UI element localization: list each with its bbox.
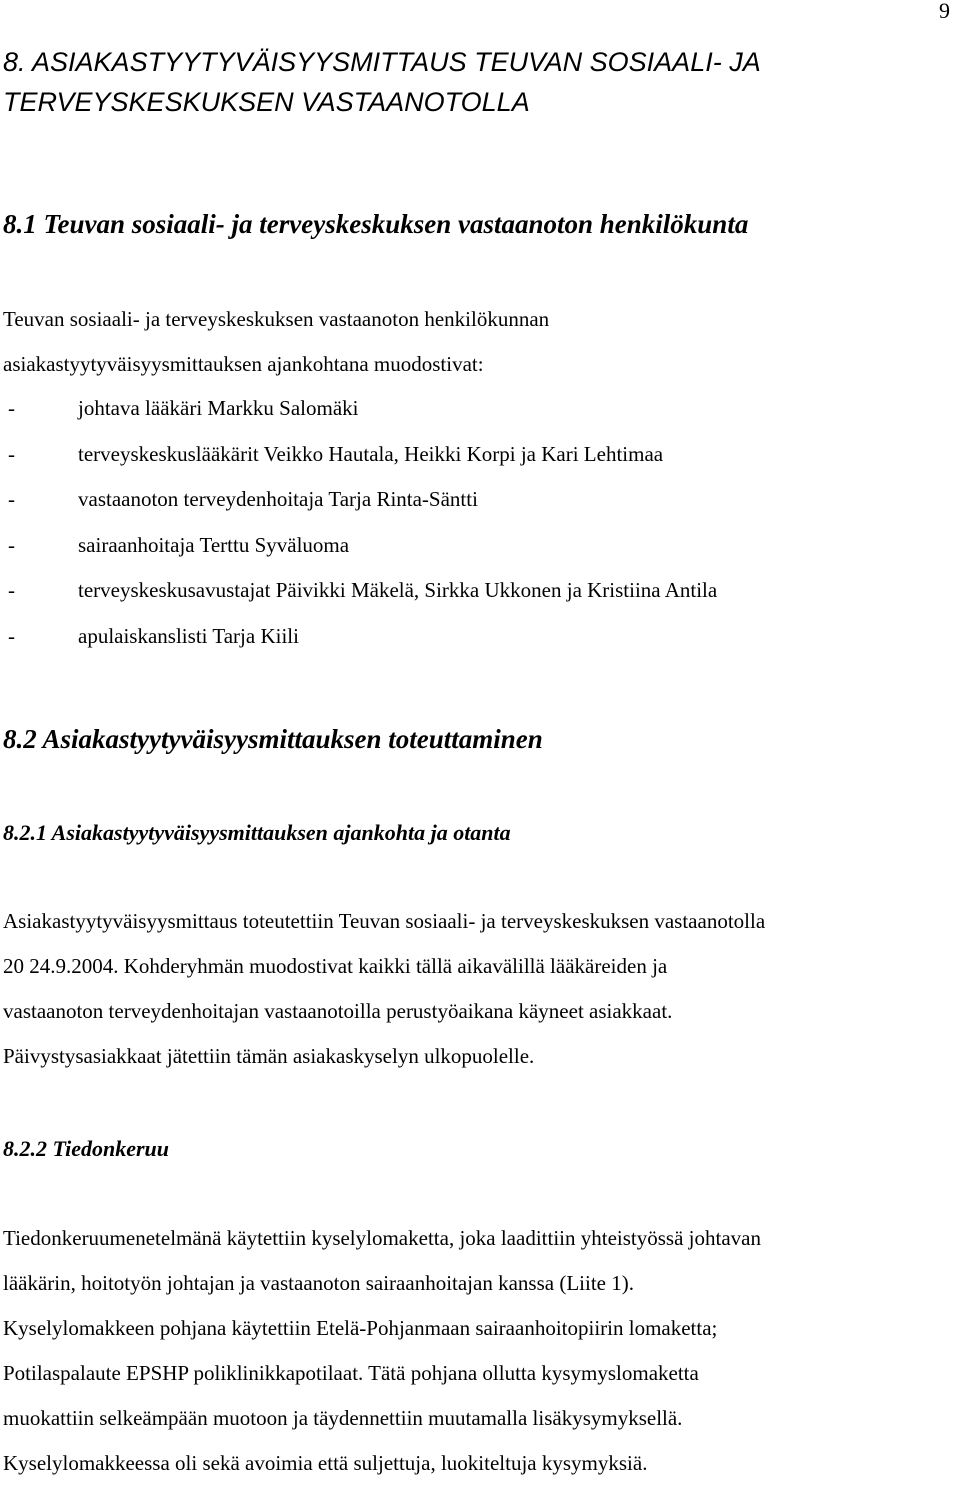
- list-marker: -: [8, 623, 15, 648]
- paragraph-line: muokattiin selkeämpään muotoon ja täydennettiin muutamalla lisäkysymyksellä.: [3, 1406, 683, 1430]
- section-8-2-1-heading: 8.2.1 Asiakastyytyväisyysmittauksen ajankohta ja otanta: [3, 820, 511, 845]
- section-8-2-2-heading: 8.2.2 Tiedonkeruu: [3, 1136, 170, 1161]
- list-marker: -: [8, 578, 15, 602]
- list-marker: -: [8, 532, 15, 557]
- list-item-text: vastaanoton terveydenhoitaja Tarja Rinta-Säntti: [78, 487, 478, 511]
- paragraph-line: 20 24.9.2004. Kohderyhmän muodostivat kaikki tällä aikavälillä lääkäreiden ja: [3, 954, 668, 978]
- list-item-text: terveyskeskuslääkärit Veikko Hautala, Heikki Korpi ja Kari Lehtimaa: [78, 441, 664, 466]
- list-item-text: apulaiskanslisti Tarja Kiili: [78, 623, 299, 648]
- list-marker: -: [8, 396, 15, 420]
- paragraph-line: Asiakastyytyväisyysmittaus toteutettiin Teuvan sosiaali- ja terveyskeskuksen vastaanotolla: [3, 909, 766, 933]
- paragraph-line: vastaanoton terveydenhoitajan vastaanotoilla perustyöaikana käyneet asiakkaat.: [3, 999, 673, 1023]
- paragraph-line: Kyselylomakkeen pohjana käytettiin Etelä-Pohjanmaan sairaanhoitopiirin lomaketta;: [3, 1316, 718, 1340]
- paragraph-line: Päivystysasiakkaat jätettiin tämän asiakaskyselyn ulkopuolelle.: [3, 1044, 535, 1068]
- intro-line: Teuvan sosiaali- ja terveyskeskuksen vastaanoton henkilökunnan: [3, 307, 550, 331]
- section-8-2-2-paragraph: [3, 1216, 958, 1486]
- intro-line: asiakastyytyväisyysmittauksen ajankohtana muodostivat:: [3, 352, 484, 376]
- page-number: 9: [939, 0, 950, 23]
- list-item-text: johtava lääkäri Markku Salomäki: [78, 396, 359, 420]
- section-8-1-heading: 8.1 Teuvan sosiaali- ja terveyskeskuksen vastaanoton henkilökunta: [3, 209, 749, 239]
- list-marker: -: [8, 487, 15, 511]
- paragraph-line: Potilaspalaute EPSHP poliklinikkapotilaat. Tätä pohjana ollutta kysymyslomaketta: [3, 1361, 699, 1385]
- list-item-text: terveyskeskusavustajat Päivikki Mäkelä, Sirkka Ukkonen ja Kristiina Antila: [78, 578, 718, 602]
- list-item-text: sairaanhoitaja Terttu Syväluoma: [78, 532, 350, 557]
- chapter-heading: 8. ASIAKASTYYTYVÄISYYSMITTAUS TEUVAN SOSIAALI- JA TERVEYSKESKUKSEN VASTAANOTOLLA: [3, 47, 760, 117]
- section-8-2-heading: 8.2 Asiakastyytyväisyysmittauksen toteuttaminen: [3, 724, 543, 754]
- section-8-1-intro: [3, 297, 958, 387]
- section-8-2-1-paragraph: [3, 899, 958, 1079]
- paragraph-line: Tiedonkeruumenetelmänä käytettiin kyselylomaketta, joka laadittiin yhteistyössä johtavan: [3, 1226, 761, 1250]
- paragraph-line: lääkärin, hoitotyön johtajan ja vastaanoton sairaanhoitajan kanssa (Liite 1).: [3, 1271, 634, 1295]
- paragraph-line: Kyselylomakkeessa oli sekä avoimia että suljettuja, luokiteltuja kysymyksiä.: [3, 1451, 648, 1475]
- list-marker: -: [8, 441, 15, 466]
